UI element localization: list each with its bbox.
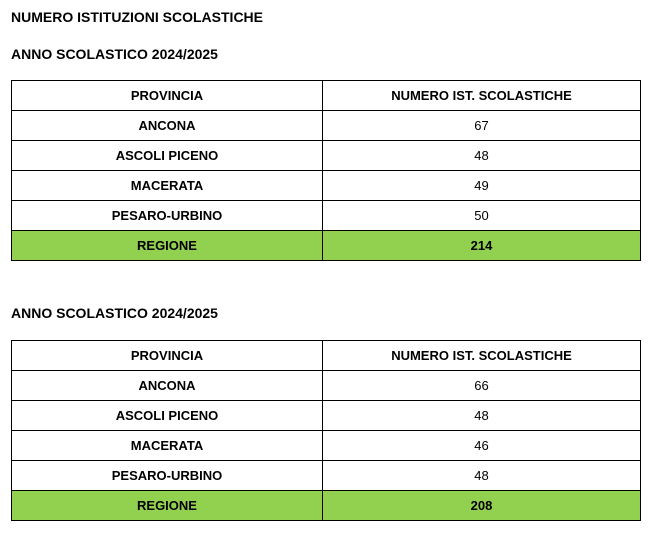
cell-provincia: MACERATA	[12, 171, 323, 201]
cell-provincia: PESARO-URBINO	[12, 461, 323, 491]
document-title: NUMERO ISTITUZIONI SCOLASTICHE	[11, 9, 263, 25]
cell-provincia: ASCOLI PICENO	[12, 141, 323, 171]
cell-numero: 48	[323, 401, 641, 431]
table-row	[12, 371, 641, 401]
table-row	[12, 171, 641, 201]
table-row	[12, 401, 641, 431]
table-row	[12, 111, 641, 141]
table-row	[12, 141, 641, 171]
cell-provincia: ASCOLI PICENO	[12, 401, 323, 431]
section-1-table	[11, 80, 641, 261]
table-row	[12, 461, 641, 491]
cell-total-label: REGIONE	[12, 231, 323, 261]
cell-numero: 46	[323, 431, 641, 461]
section-2-table	[11, 340, 641, 521]
cell-numero: 48	[323, 141, 641, 171]
table-row	[12, 201, 641, 231]
table-header-row	[12, 341, 641, 371]
column-header-numero: NUMERO IST. SCOLASTICHE	[323, 81, 641, 111]
section-2-year-heading: ANNO SCOLASTICO 2024/2025	[11, 305, 218, 321]
cell-provincia: ANCONA	[12, 371, 323, 401]
cell-provincia: ANCONA	[12, 111, 323, 141]
cell-numero: 66	[323, 371, 641, 401]
table-total-row	[12, 231, 641, 261]
cell-total-value: 208	[323, 491, 641, 521]
column-header-provincia: PROVINCIA	[12, 81, 323, 111]
cell-numero: 49	[323, 171, 641, 201]
table-total-row	[12, 491, 641, 521]
column-header-numero: NUMERO IST. SCOLASTICHE	[323, 341, 641, 371]
cell-total-label: REGIONE	[12, 491, 323, 521]
cell-provincia: PESARO-URBINO	[12, 201, 323, 231]
cell-total-value: 214	[323, 231, 641, 261]
cell-numero: 67	[323, 111, 641, 141]
column-header-provincia: PROVINCIA	[12, 341, 323, 371]
cell-provincia: MACERATA	[12, 431, 323, 461]
table-header-row	[12, 81, 641, 111]
section-1-year-heading: ANNO SCOLASTICO 2024/2025	[11, 46, 218, 62]
cell-numero: 48	[323, 461, 641, 491]
table-row	[12, 431, 641, 461]
cell-numero: 50	[323, 201, 641, 231]
